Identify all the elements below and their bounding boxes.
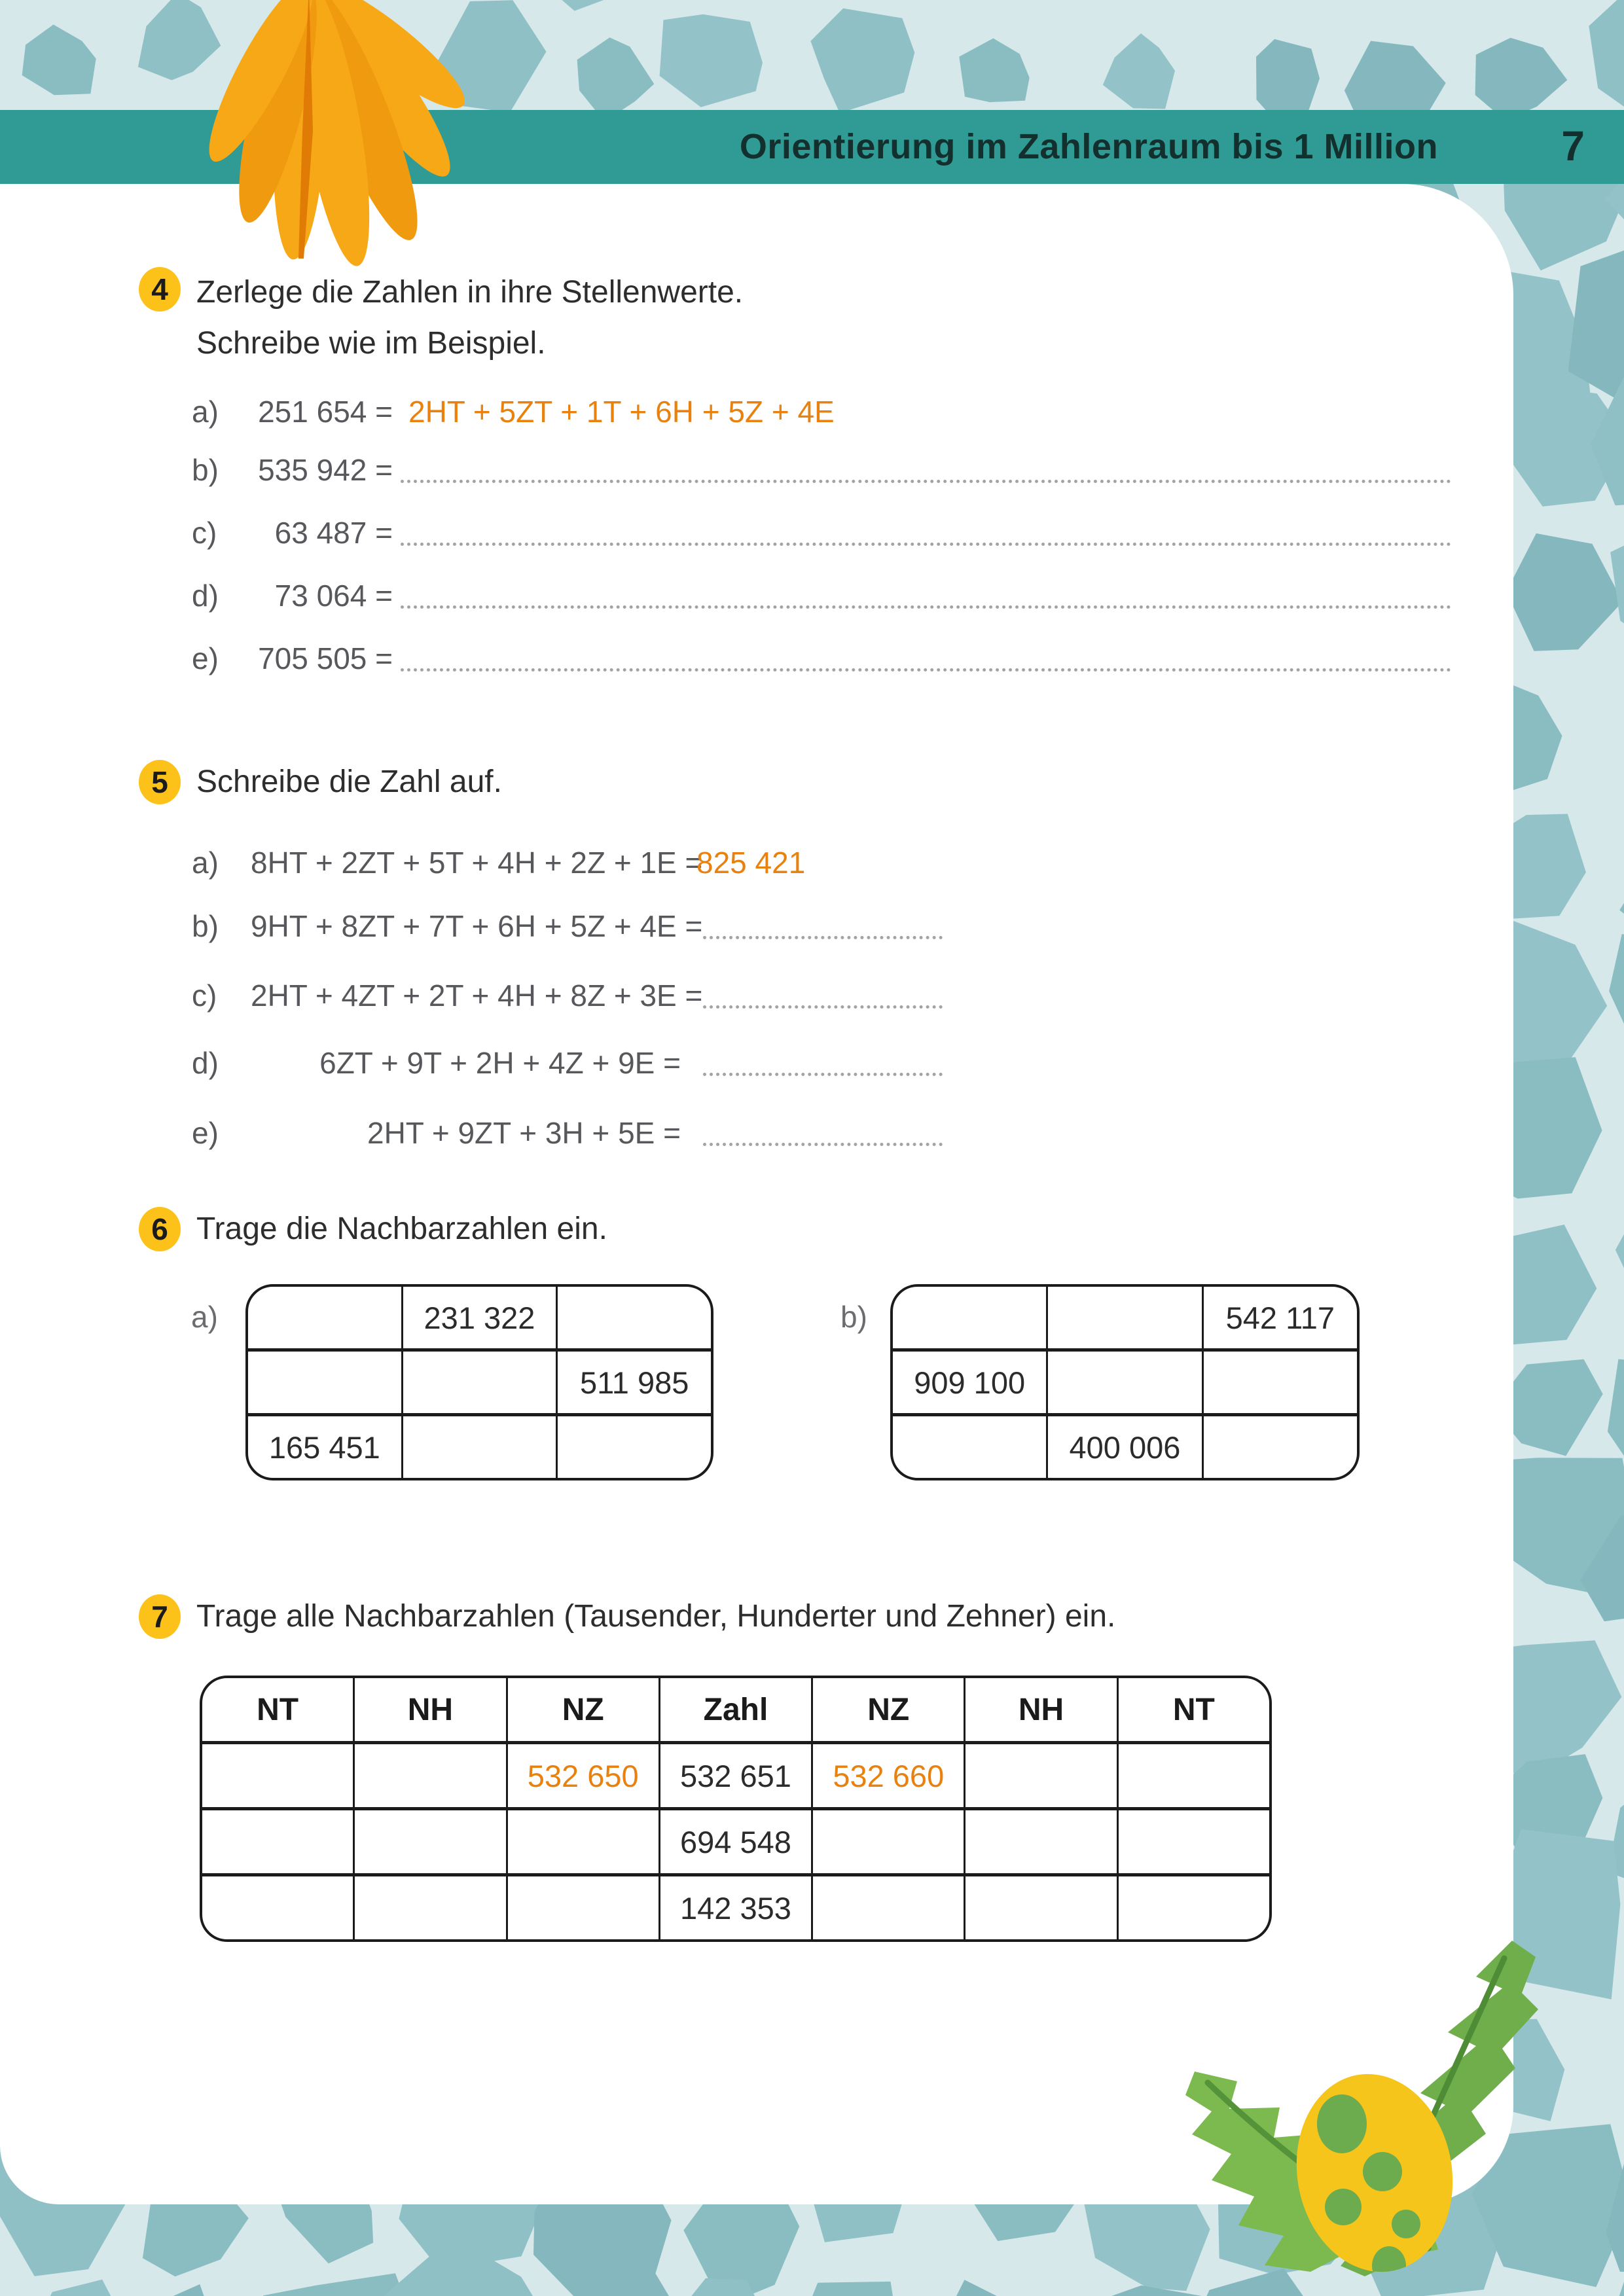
answer-line[interactable] xyxy=(703,1005,943,1009)
item-prompt: 8HT + 2ZT + 5T + 4H + 2Z + 1E = xyxy=(251,846,703,880)
column-header: NH xyxy=(353,1678,505,1741)
example-answer-cell: 532 660 xyxy=(811,1744,964,1807)
item-prompt: 2HT + 9ZT + 3H + 5E = xyxy=(367,1116,681,1150)
answer-cell[interactable] xyxy=(893,1287,1046,1348)
item-row xyxy=(192,1111,943,1152)
answer-cell[interactable] xyxy=(506,1876,659,1939)
item-label: c) xyxy=(192,978,217,1013)
item-row xyxy=(192,574,1451,615)
number-cell: 511 985 xyxy=(556,1352,711,1413)
item-prompt: 63 487 = xyxy=(274,516,393,550)
item-label: b) xyxy=(192,909,219,943)
column-header: NT xyxy=(257,1692,299,1727)
exercise-instruction: Trage alle Nachbarzahlen (Tausender, Hunderter und Zehner) ein. xyxy=(196,1599,1116,1634)
answer-cell[interactable] xyxy=(202,1810,353,1873)
item-label: c) xyxy=(192,516,217,550)
number-cell: 165 451 xyxy=(268,1429,380,1465)
example-answer: 825 421 xyxy=(696,846,806,880)
instruction-line: Zerlege die Zahlen in ihre Stellenwerte. xyxy=(196,275,744,310)
answer-cell[interactable] xyxy=(964,1810,1116,1873)
item-label: e) xyxy=(192,641,219,675)
column-header: NT xyxy=(1117,1678,1269,1741)
item-prompt: 705 505 = xyxy=(258,641,393,675)
answer-line[interactable] xyxy=(401,605,1451,609)
item-label: a) xyxy=(192,846,219,880)
answer-cell[interactable] xyxy=(1202,1416,1357,1478)
table-row xyxy=(202,1741,1269,1807)
answer-cell[interactable] xyxy=(353,1876,505,1939)
answer-cell[interactable] xyxy=(506,1810,659,1873)
answer-cell[interactable] xyxy=(1117,1876,1269,1939)
table-row xyxy=(893,1348,1357,1413)
example-answer: 2HT + 5ZT + 1T + 6H + 5Z + 4E xyxy=(408,395,835,429)
item-prompt: 73 064 = xyxy=(274,579,393,613)
page-number: 7 xyxy=(1561,122,1585,170)
item-label: b) xyxy=(192,453,219,487)
number-cell: 400 006 xyxy=(1046,1416,1201,1478)
example-answer-cell: 532 650 xyxy=(506,1744,659,1807)
number-cell: 542 117 xyxy=(1202,1287,1357,1348)
exercise-badge xyxy=(139,1594,181,1639)
column-header: Zahl xyxy=(659,1678,811,1741)
answer-line[interactable] xyxy=(401,480,1451,483)
number-cell: 694 548 xyxy=(659,1810,811,1873)
item-prompt: 9HT + 8ZT + 7T + 6H + 5Z + 4E = xyxy=(251,909,703,943)
neighbour-table-b xyxy=(890,1284,1360,1480)
exercise-number: 6 xyxy=(151,1212,168,1246)
item-label: d) xyxy=(192,579,219,613)
answer-cell[interactable] xyxy=(811,1876,964,1939)
item-prompt: 2HT + 4ZT + 2T + 4H + 8Z + 3E = xyxy=(251,978,703,1013)
example-row xyxy=(192,390,835,431)
answer-cell[interactable] xyxy=(893,1416,1046,1478)
number-cell: 532 651 xyxy=(659,1744,811,1807)
answer-line[interactable] xyxy=(703,1073,943,1076)
item-row xyxy=(192,637,1451,677)
answer-cell[interactable] xyxy=(964,1744,1116,1807)
item-row xyxy=(192,905,943,945)
item-row xyxy=(192,511,1451,552)
table-label: b) xyxy=(840,1300,867,1334)
item-label: e) xyxy=(192,1116,219,1150)
header-band xyxy=(0,110,1624,184)
answer-cell[interactable] xyxy=(202,1876,353,1939)
item-prompt: 6ZT + 9T + 2H + 4Z + 9E = xyxy=(319,1046,681,1080)
answer-cell[interactable] xyxy=(353,1810,505,1873)
answer-cell[interactable] xyxy=(811,1810,964,1873)
answer-line[interactable] xyxy=(401,543,1451,546)
exercise-badge xyxy=(139,267,181,312)
column-header: NZ xyxy=(811,1678,964,1741)
exercise-badge xyxy=(139,1207,181,1251)
column-header: NZ xyxy=(506,1678,659,1741)
exercise-instruction: Schreibe die Zahl auf. xyxy=(196,764,502,799)
table-label: a) xyxy=(191,1300,218,1334)
table-header-row xyxy=(202,1678,1269,1741)
exercise-number: 7 xyxy=(151,1600,168,1634)
example-row xyxy=(192,841,805,882)
answer-cell[interactable] xyxy=(248,1287,401,1348)
number-cell: 142 353 xyxy=(659,1876,811,1939)
exercise-number: 5 xyxy=(151,765,168,799)
item-prompt: 535 942 = xyxy=(258,453,393,487)
exercise-instruction xyxy=(196,267,743,369)
instruction-line: Schreibe wie im Beispiel. xyxy=(196,326,546,361)
table-row xyxy=(202,1873,1269,1939)
item-prompt: 251 654 = xyxy=(258,395,393,429)
answer-line[interactable] xyxy=(703,1143,943,1146)
item-row xyxy=(192,974,943,1014)
answer-cell[interactable] xyxy=(964,1876,1116,1939)
answer-cell[interactable] xyxy=(248,1352,401,1413)
answer-cell[interactable] xyxy=(202,1744,353,1807)
answer-line[interactable] xyxy=(401,668,1451,672)
answer-cell[interactable] xyxy=(353,1744,505,1807)
page-title: Orientierung im Zahlenraum bis 1 Million xyxy=(739,127,1438,166)
item-label: d) xyxy=(192,1046,219,1080)
exercise-instruction: Trage die Nachbarzahlen ein. xyxy=(196,1211,607,1246)
answer-cell[interactable] xyxy=(556,1416,711,1478)
answer-line[interactable] xyxy=(703,936,943,939)
answer-cell[interactable] xyxy=(401,1416,556,1478)
table-row xyxy=(248,1413,711,1478)
answer-cell[interactable] xyxy=(556,1287,711,1348)
exercise-badge xyxy=(139,760,181,804)
table-row xyxy=(893,1413,1357,1478)
item-label: a) xyxy=(192,395,219,429)
table-row xyxy=(202,1807,1269,1873)
neighbour-table-full xyxy=(200,1676,1272,1942)
answer-cell[interactable] xyxy=(1117,1810,1269,1873)
answer-cell[interactable] xyxy=(1046,1352,1201,1413)
table-row xyxy=(248,1348,711,1413)
answer-cell[interactable] xyxy=(401,1352,556,1413)
table-row xyxy=(248,1287,711,1348)
table-row xyxy=(893,1287,1357,1348)
neighbour-table-a xyxy=(245,1284,713,1480)
answer-cell[interactable] xyxy=(1117,1744,1269,1807)
number-cell: 909 100 xyxy=(914,1365,1026,1400)
answer-cell[interactable] xyxy=(1202,1352,1357,1413)
number-cell: 231 322 xyxy=(401,1287,556,1348)
exercise-number: 4 xyxy=(151,272,168,306)
answer-cell[interactable] xyxy=(1046,1287,1201,1348)
item-row xyxy=(192,1041,943,1082)
column-header: NH xyxy=(964,1678,1116,1741)
item-row xyxy=(192,448,1451,489)
